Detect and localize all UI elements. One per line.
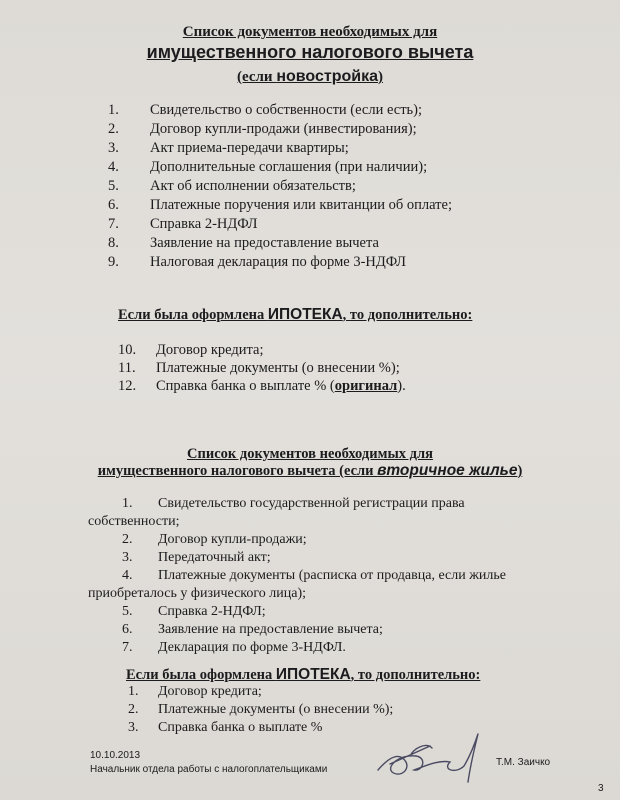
item-number: 5. xyxy=(108,178,119,194)
item-number: 2. xyxy=(122,532,133,547)
item-text: Справка банка о выплате % xyxy=(158,720,323,735)
item-text: Декларация по форме 3-НДФЛ. xyxy=(158,640,346,655)
footer-date: 10.10.2013 xyxy=(90,750,141,761)
item-text: Договор купли-продажи (инвестирования); xyxy=(150,121,417,137)
item-number: 5. xyxy=(122,604,133,619)
signature-image xyxy=(370,726,490,788)
section1-title-line2: имущественного налогового вычета xyxy=(146,42,474,62)
item-text: Платежные документы (о внесении %); xyxy=(158,702,394,717)
section2-title2-prefix: имущественного налогового вычета (если xyxy=(97,463,378,479)
section1-title-line1: Список документов необходимых для xyxy=(182,24,438,40)
mortgage-highlight: ИПОТЕКА xyxy=(275,666,351,683)
section2-mortgage-heading xyxy=(126,666,480,684)
section1-title3-highlight: новостройка xyxy=(276,68,378,85)
item-text: Договор кредита; xyxy=(156,342,264,358)
item-text: Дополнительные соглашения (при наличии); xyxy=(150,159,428,175)
mortgage-suffix: , то дополнительно: xyxy=(350,667,481,683)
section2-title-line1: Список документов необходимых для xyxy=(187,446,433,462)
mortgage-prefix: Если была оформлена xyxy=(126,667,276,683)
item-text: Договор кредита; xyxy=(158,684,262,699)
section1-mortgage-heading xyxy=(118,306,472,324)
item-number: 4. xyxy=(122,568,133,583)
section2-title-line2 xyxy=(0,462,620,480)
page-number: 3 xyxy=(598,783,604,794)
item-number: 2. xyxy=(108,121,119,137)
item-number: 1. xyxy=(122,496,133,511)
item-text: Акт об исполнении обязательств; xyxy=(150,178,356,194)
item-number: 6. xyxy=(122,622,133,637)
item-number: 1. xyxy=(108,102,119,118)
item-text: Договор купли-продажи; xyxy=(158,532,307,547)
item-text-continuation: собственности; xyxy=(88,514,180,529)
item-text: Справка 2-НДФЛ; xyxy=(158,604,266,619)
item-number: 3. xyxy=(108,140,119,156)
item-text-end: ). xyxy=(397,378,406,394)
footer-position: Начальник отдела работы с налогоплательщиками xyxy=(90,764,328,775)
original-emphasis: оригинал xyxy=(334,378,398,394)
section1-title3-prefix: (если xyxy=(237,69,277,85)
item-number: 11. xyxy=(118,360,136,376)
item-text: Свидетельство о собственности (если есть); xyxy=(150,102,423,118)
item-text: Справка 2-НДФЛ xyxy=(150,216,258,232)
section1-title3-suffix: ) xyxy=(377,69,383,85)
item-number: 12. xyxy=(118,378,137,394)
item-text: Свидетельство государственной регистрации права xyxy=(158,496,465,511)
footer-name: Т.М. Зaичко xyxy=(496,757,551,768)
mortgage-highlight: ИПОТЕКА xyxy=(267,306,343,323)
item-text: Заявление на предоставление вычета xyxy=(150,235,379,251)
item-number: 3. xyxy=(128,720,139,735)
section2-title2-suffix: ) xyxy=(517,463,523,479)
mortgage-suffix: , то дополнительно: xyxy=(342,307,473,323)
item-text-composite xyxy=(156,378,406,395)
item-text: Платежные документы (о внесении %); xyxy=(156,360,400,376)
item-number: 7. xyxy=(108,216,119,232)
item-text: Налоговая декларация по форме 3-НДФЛ xyxy=(150,254,406,270)
item-number: 1. xyxy=(128,684,139,699)
item-number: 6. xyxy=(108,197,119,213)
item-number: 8. xyxy=(108,235,119,251)
item-text: Заявление на предоставление вычета; xyxy=(158,622,383,637)
item-text: Платежные документы (расписка от продавца, если жилье xyxy=(158,568,506,583)
item-text: Акт приема-передачи квартиры; xyxy=(150,140,349,156)
item-number: 9. xyxy=(108,254,119,270)
item-text-continuation: приобреталось у физического лица); xyxy=(88,586,307,601)
item-number: 10. xyxy=(118,342,137,358)
section1-title-line3 xyxy=(0,68,620,86)
item-number: 7. xyxy=(122,640,133,655)
item-number: 2. xyxy=(128,702,139,717)
item-text: Справка банка о выплате % ( xyxy=(156,378,335,394)
item-text: Платежные поручения или квитанции об оплате; xyxy=(150,197,452,213)
item-number: 4. xyxy=(108,159,119,175)
item-text: Передаточный акт; xyxy=(158,550,271,565)
mortgage-prefix: Если была оформлена xyxy=(118,307,268,323)
item-number: 3. xyxy=(122,550,133,565)
section2-title2-highlight: вторичное жилье xyxy=(377,462,518,479)
